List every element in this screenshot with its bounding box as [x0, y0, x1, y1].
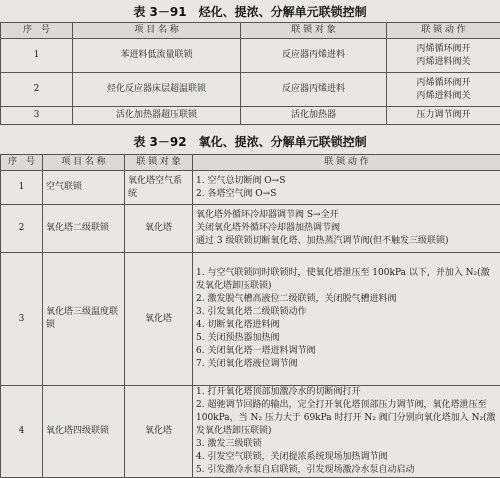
- cell-interlock-action: [387, 39, 500, 73]
- table-row: [1, 171, 500, 205]
- action-line: 2. 激发脱气槽高液位二级联锁，关闭脱气槽进料阀: [196, 293, 497, 306]
- cell-interlock-action: [387, 107, 500, 125]
- header-item-name: 项 目 名 称: [73, 23, 241, 39]
- action-line: 氧化塔外循环冷却器调节阀 S→全开: [196, 209, 497, 222]
- header-interlock-action: 联 锁 动 作: [193, 155, 500, 171]
- header-interlock-target: 联 锁 对 象: [125, 155, 193, 171]
- action-line: 丙烯进料阀关: [390, 56, 497, 69]
- action-line: 关闭氧化塔外循环冷却器加热调节阀: [196, 222, 497, 235]
- cell-interlock-target: 氧化塔: [125, 205, 193, 253]
- action-line: 6. 关闭氧化塔一塔进料调节阀: [196, 345, 497, 358]
- header-interlock-action: 联 锁 动 作: [387, 23, 500, 39]
- cell-interlock-action: [387, 73, 500, 107]
- table-row: [1, 73, 500, 107]
- action-line: 1. 与空气联锁同时联锁时，使氧化塔泄压至 100kPa 以下，并加入 N₂(激发氧化塔卸压联锁): [196, 267, 497, 293]
- cell-item-name: 氧化塔二级联锁: [43, 205, 125, 253]
- table-row: [1, 39, 500, 73]
- table-row: [1, 386, 500, 478]
- cell-no: 4: [1, 386, 43, 478]
- action-line: 7. 关闭氧化塔液位调节阀: [196, 358, 497, 371]
- table-row: [1, 253, 500, 386]
- cell-item-name: 烃化反应器床层超温联锁: [73, 73, 241, 107]
- action-line: 2. 各塔空气阀 O→S: [196, 188, 497, 201]
- cell-interlock-action: [193, 171, 500, 205]
- header-no: 序 号: [1, 155, 43, 171]
- cell-interlock-target: 反应器丙烯进料: [241, 73, 387, 107]
- action-line: 1. 打开氧化塔顶部加激冷水的切断阀打开: [196, 386, 497, 399]
- action-line: 5. 引发激冷水泵自启联锁，引发现场激冷水泵自动启动: [196, 464, 497, 477]
- cell-interlock-target: 活化加热器: [241, 107, 387, 125]
- cell-interlock-target: 氧化塔: [125, 386, 193, 478]
- action-line: 丙烯进料阀关: [390, 90, 497, 103]
- cell-no: 2: [1, 73, 73, 107]
- cell-interlock-action: [193, 386, 500, 478]
- cell-interlock-action: [193, 205, 500, 253]
- cell-item-name: 氧化塔三级温度联锁: [43, 253, 125, 386]
- cell-interlock-target: 反应器丙烯进料: [241, 39, 387, 73]
- cell-no: 3: [1, 107, 73, 125]
- action-line: 3. 引发氧化塔二级联锁动作: [196, 306, 497, 319]
- table-row: [1, 107, 500, 125]
- table-header-row: [1, 155, 500, 171]
- header-no: 序 号: [1, 23, 73, 39]
- action-line: 4. 切断氧化塔进料阀: [196, 319, 497, 332]
- action-line: 5. 关闭预热器加热阀: [196, 332, 497, 345]
- cell-no: 1: [1, 39, 73, 73]
- action-line: 1. 空气总切断阀 O→S: [196, 175, 497, 188]
- cell-no: 2: [1, 205, 43, 253]
- action-line: 4. 引发空气联锁，关闭提浓系统现场加热调节阀: [196, 451, 497, 464]
- table-header-row: [1, 23, 500, 39]
- table-91-caption: 表 3－91 烃化、提浓、分解单元联锁控制: [0, 2, 500, 22]
- cell-item-name: 氧化塔四级联锁: [43, 386, 125, 478]
- action-line: 3. 激发三级联锁: [196, 438, 497, 451]
- action-line: 压力调节阀开: [390, 109, 497, 122]
- interlock-table-92: [0, 154, 500, 478]
- header-interlock-target: 联 锁 对 象: [241, 23, 387, 39]
- interlock-table-91: [0, 22, 500, 125]
- cell-item-name: 空气联锁: [43, 171, 125, 205]
- cell-item-name: 活化加热器超压联锁: [73, 107, 241, 125]
- action-line: 丙烯循环阀开: [390, 77, 497, 90]
- action-line: 丙烯循环阀开: [390, 43, 497, 56]
- table-92-caption: 表 3－92 氧化、提浓、分解单元联锁控制: [0, 132, 500, 152]
- header-item-name: 项 目 名 称: [43, 155, 125, 171]
- cell-item-name: 苯进料低流量联锁: [73, 39, 241, 73]
- cell-interlock-action: [193, 253, 500, 386]
- action-line: 2. 超驰调节回路的输出，完全打开氧化塔顶部压力调节阀，氧化塔泄压至 100kPa，当 N₂ 压力大于 69kPa 时打开 N₂ 阀门分别向氧化塔加入 N₂(激发氧化塔卸压联锁): [196, 399, 497, 438]
- cell-no: 3: [1, 253, 43, 386]
- table-row: [1, 205, 500, 253]
- cell-no: 1: [1, 171, 43, 205]
- action-line: 通过 3 级联锁切断氧化塔、加热蒸汽调节阀(但不触发三级联锁): [196, 235, 497, 248]
- cell-interlock-target: 氧化塔空气系统: [125, 171, 193, 205]
- cell-interlock-target: 氧化塔: [125, 253, 193, 386]
